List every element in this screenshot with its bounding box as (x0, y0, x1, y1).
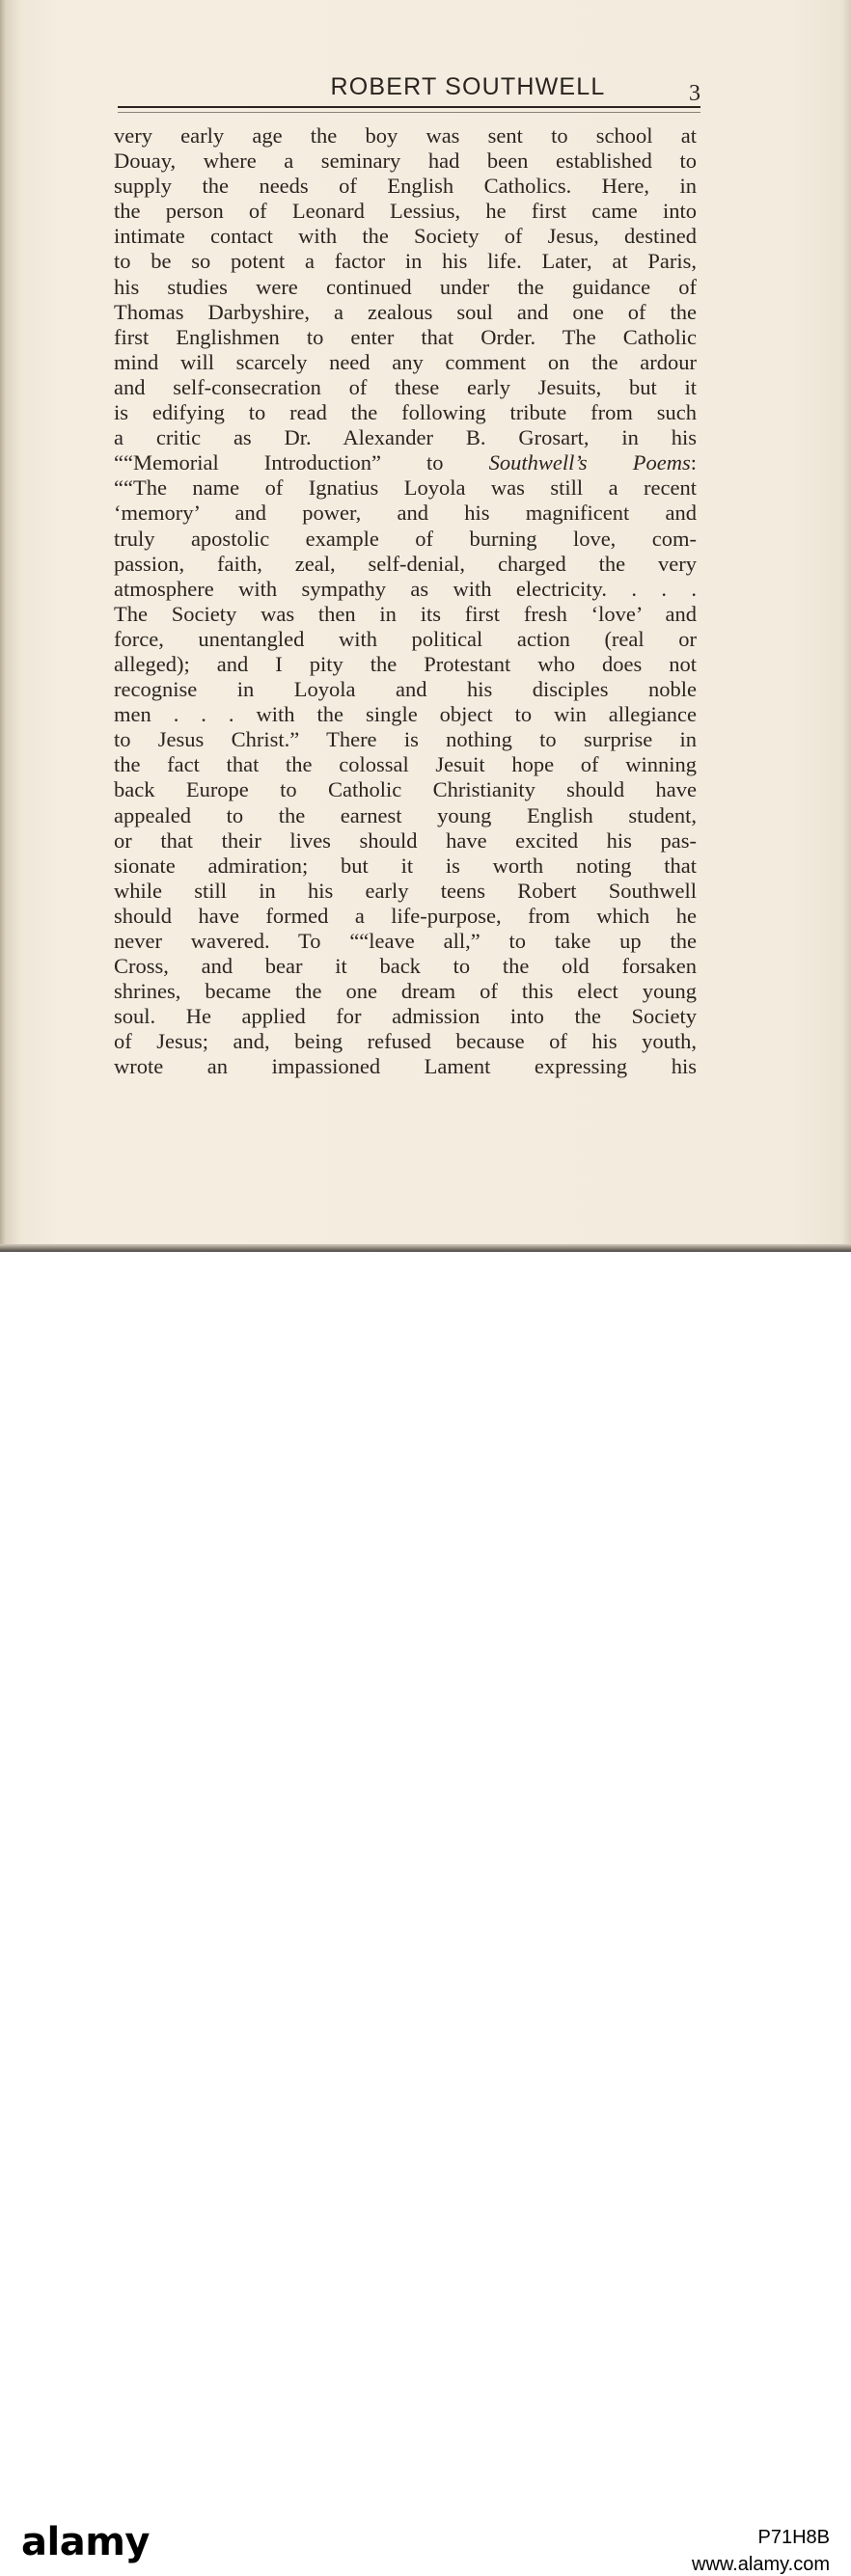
text-line: first Englishmen to enter that Order. The Catholic (114, 324, 697, 349)
header-rule (118, 106, 700, 108)
text-line: to be so potent a factor in his life. Later, at Paris, (114, 249, 697, 274)
text-line: should have formed a life-purpose, from which he (114, 903, 697, 928)
text-line: his studies were continued under the guidance of (114, 274, 697, 299)
text-line: men . . . with the single object to win allegiance (114, 702, 697, 727)
page-bottom-edge (0, 1244, 851, 1252)
text-line: of Jesus; and, being refused because of his youth, (114, 1029, 697, 1054)
brand-logo: alamy (21, 2520, 150, 2564)
image-id: P71H8B (757, 2527, 830, 2548)
text-line: appealed to the earnest young English student, (114, 802, 697, 827)
text-line: shrines, became the one dream of this elect young (114, 979, 697, 1004)
text-line: soul. He applied for admission into the Society (114, 1004, 697, 1029)
text-line: the person of Leonard Lessius, he first came into (114, 199, 697, 224)
text-line: passion, faith, zeal, self-denial, charged the very (114, 551, 697, 576)
text-line: alleged); and I pity the Protestant who does not (114, 651, 697, 676)
watermark-banner (0, 1252, 851, 2575)
italic-title-suffix: : (690, 450, 697, 475)
running-title: ROBERT SOUTHWELL (330, 73, 606, 100)
text-line: The Society was then in its first fresh ‘love’ and (114, 601, 697, 626)
italic-book-title: Southwell’s Poems (488, 450, 691, 475)
text-line: the fact that the colossal Jesuit hope of winning (114, 752, 697, 777)
text-line-lead: ““Memorial Introduction” to (114, 450, 444, 475)
header-rule-thin (118, 112, 700, 113)
text-line: Douay, where a seminary had been established to (114, 149, 697, 174)
page-number: 3 (689, 81, 700, 106)
text-line: Cross, and bear it back to the old forsaken (114, 954, 697, 979)
text-line: sionate admiration; but it is worth noting that (114, 853, 697, 878)
text-line-with-italic-title (114, 450, 697, 475)
book-page (0, 0, 851, 1252)
text-line: wrote an impassioned Lament expressing his (114, 1054, 697, 1079)
text-line: or that their lives should have excited his pas- (114, 827, 697, 853)
text-line: to Jesus Christ.” There is nothing to surprise in (114, 727, 697, 752)
text-line: back Europe to Catholic Christianity should have (114, 777, 697, 802)
text-line: recognise in Loyola and his disciples noble (114, 677, 697, 702)
text-line: ““The name of Ignatius Loyola was still a recent (114, 475, 697, 501)
text-line: intimate contact with the Society of Jesus, destined (114, 224, 697, 249)
text-line: mind will scarcely need any comment on the ardour (114, 349, 697, 374)
text-line: very early age the boy was sent to school at (114, 123, 697, 148)
text-line: is edifying to read the following tribute from such (114, 400, 697, 425)
text-line: supply the needs of English Catholics. Here, in (114, 174, 697, 199)
text-line: and self-consecration of these early Jesuits, but it (114, 374, 697, 399)
text-line: truly apostolic example of burning love, com- (114, 526, 697, 551)
text-line: while still in his early teens Robert Southwell (114, 878, 697, 903)
text-line: ‘memory’ and power, and his magnificent and (114, 501, 697, 526)
stock-url: www.alamy.com (692, 2554, 830, 2575)
text-line: never wavered. To ““leave all,” to take up the (114, 929, 697, 953)
body-text (114, 123, 697, 1080)
text-line: atmosphere with sympathy as with electricity. . . . (114, 576, 697, 601)
text-line: Thomas Darbyshire, a zealous soul and one of the (114, 299, 697, 324)
text-line: force, unentangled with political action (real or (114, 626, 697, 651)
text-line: a critic as Dr. Alexander B. Grosart, in his (114, 425, 697, 450)
